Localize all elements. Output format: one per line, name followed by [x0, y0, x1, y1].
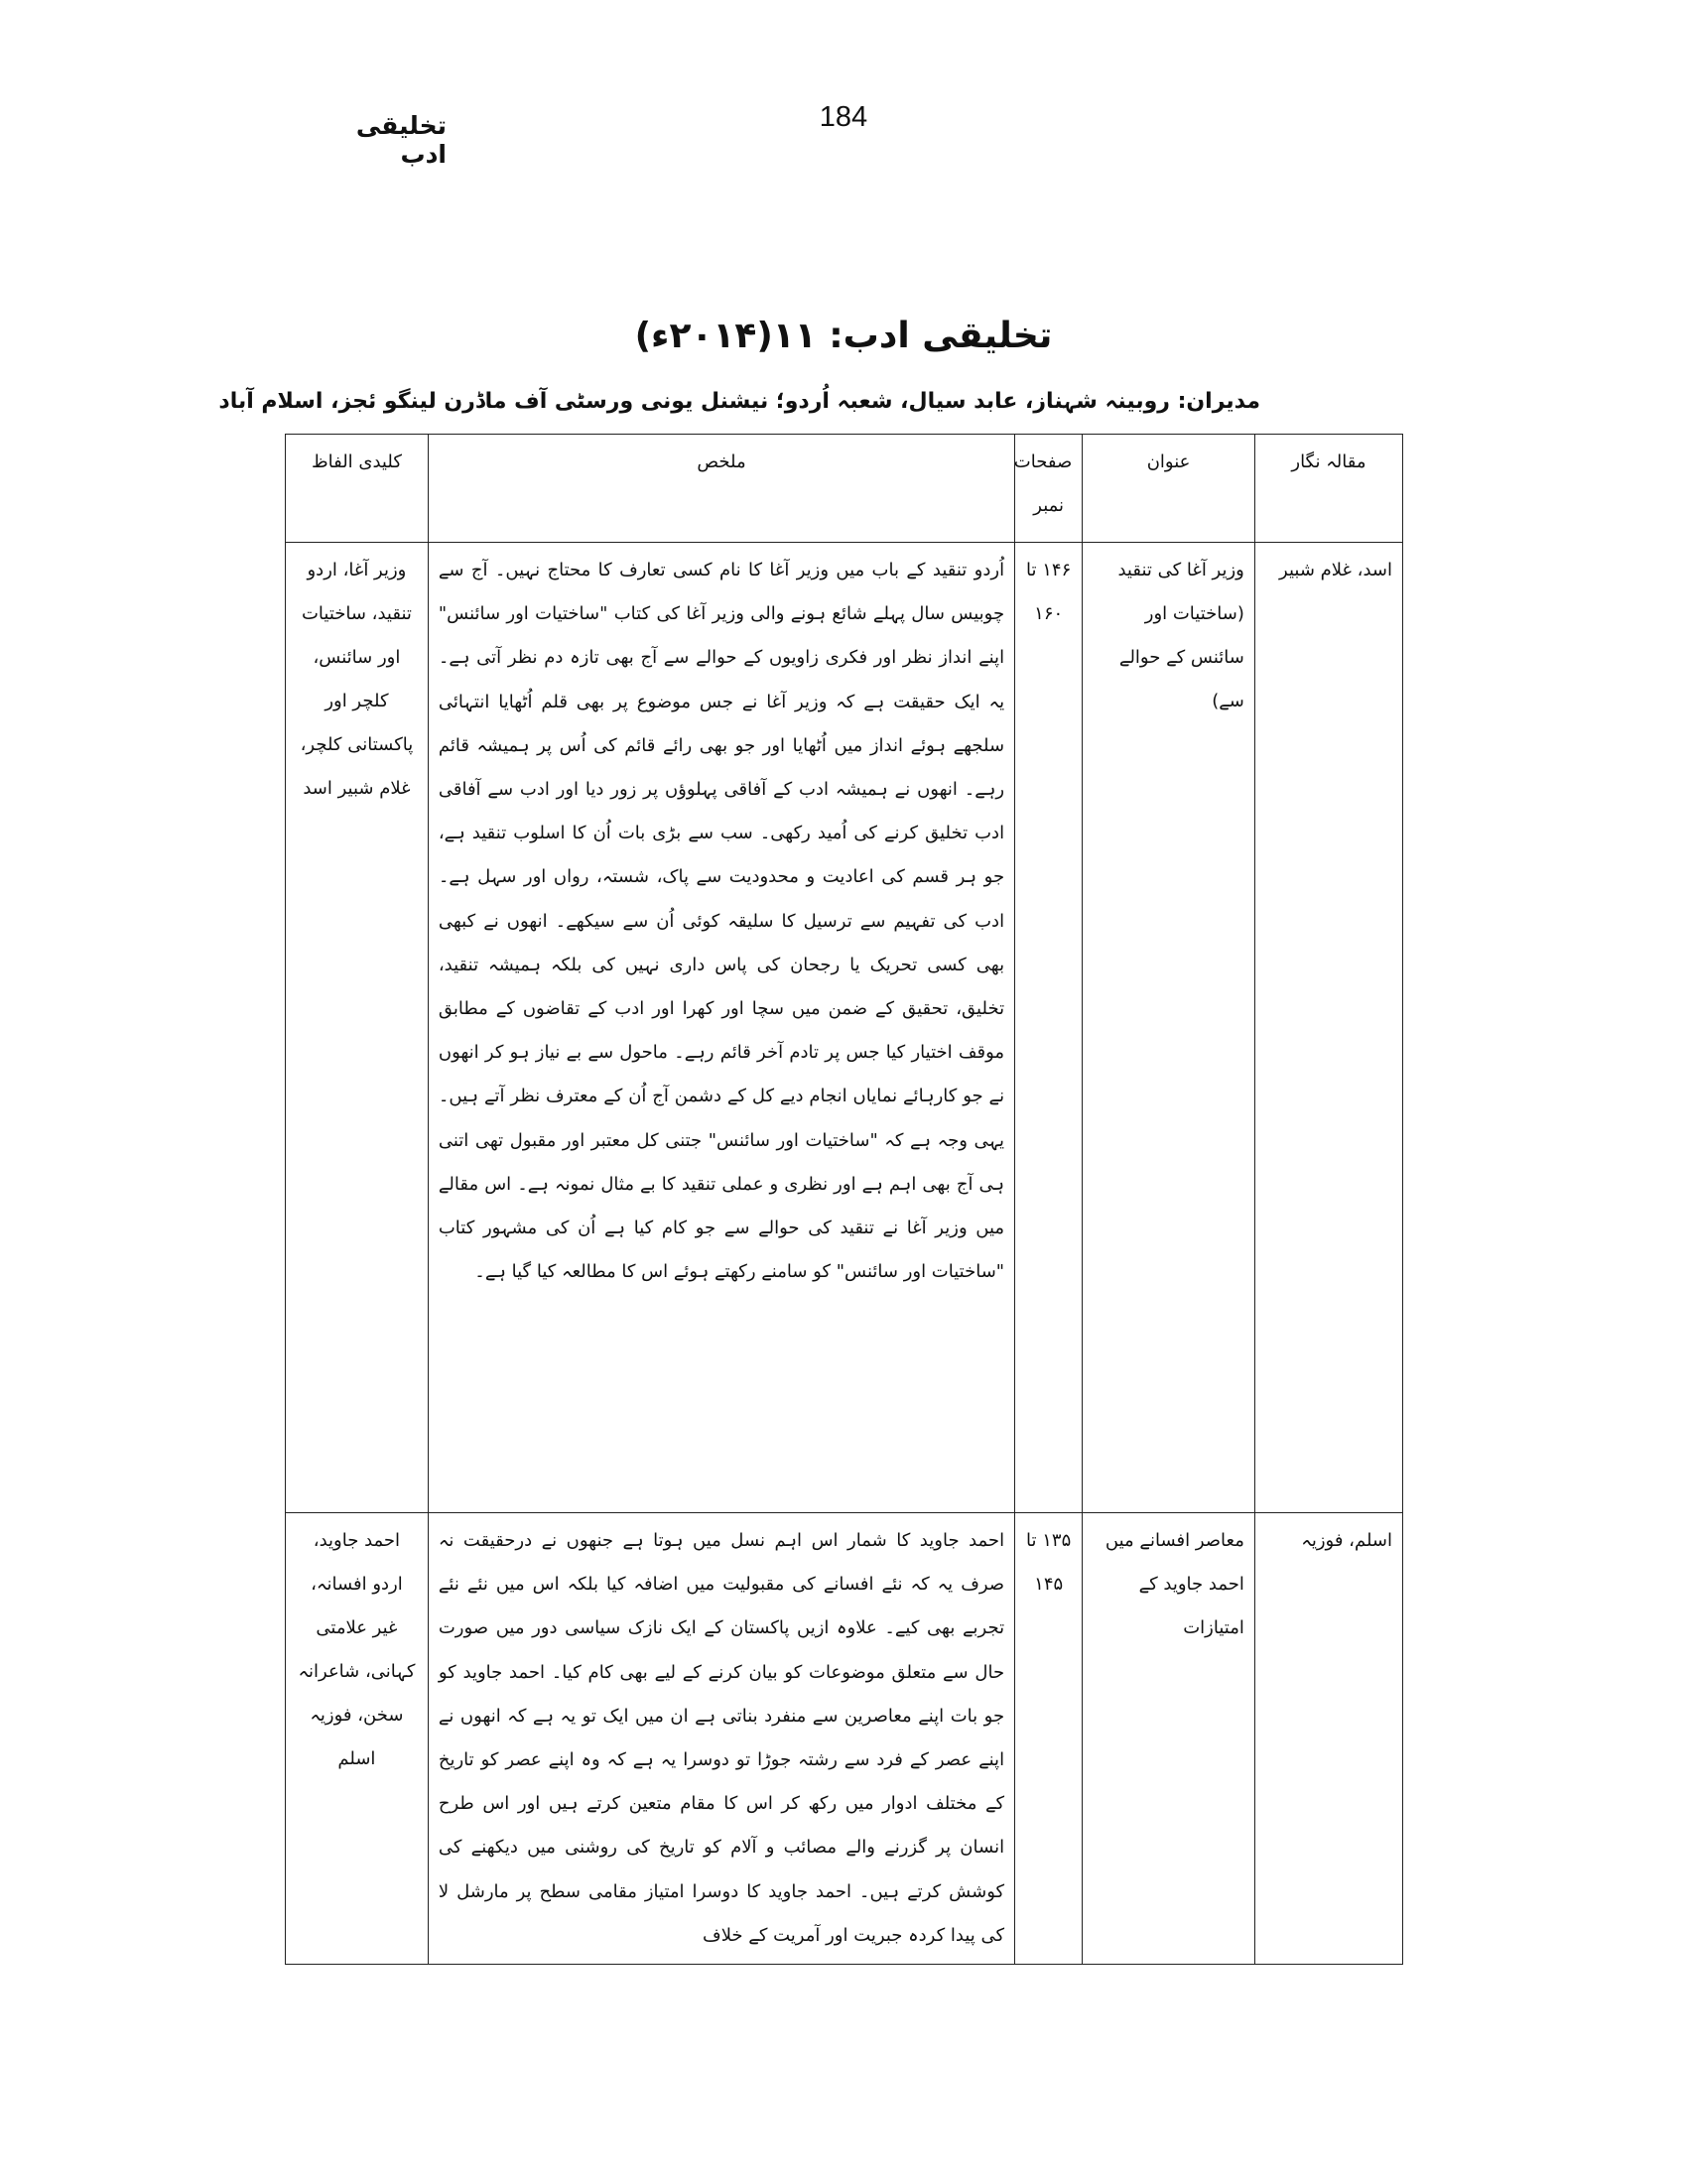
- row-pages: ۱۴۶ تا ۱۶۰: [1015, 543, 1083, 1513]
- table-row: [286, 1513, 1403, 1965]
- row-pages: ۱۳۵ تا ۱۴۵: [1015, 1513, 1083, 1965]
- header-title: عنوان: [1083, 435, 1255, 543]
- header-keywords: کلیدی الفاظ: [286, 435, 429, 543]
- page-number: 184: [819, 101, 868, 133]
- articles-index-table: [285, 434, 1403, 1965]
- editors-line: مدیران: روبینہ شہناز، عابد سیال، شعبہ اُردو؛ نیشنل یونی ورسٹی آف ماڈرن لینگو ئجز، اسلام آباد: [218, 389, 1260, 414]
- row-abstract: احمد جاوید کا شمار اس اہم نسل میں ہوتا ہے جنھوں نے درحقیقت نہ صرف یہ کہ نئے افسانے کی مقبولیت میں اضافہ کیا بلکہ اس میں نئے نئے تجربے بھی کیے۔ علاوہ ازیں پاکستان کے ایک نازک سیاسی دور میں صورت حال سے متعلق موضوعات کو بیان کرنے کے لیے بھی کام کیا۔ احمد جاوید کو جو بات اپنے معاصرین سے منفرد بناتی ہے ان میں ایک تو یہ ہے کہ انھوں نے اپنے عصر کے فرد سے رشتہ جوڑا تو دوسرا یہ ہے کہ وہ اپنے عصر کو تاریخ کے مختلف ادوار میں رکھ کر اس کا مقام متعین کرتے ہیں اور اس طرح انسان پر گزرنے والے مصائب و آلام کو تاریخ کی روشنی میں دیکھنے کی کوشش کرتے ہیں۔ احمد جاوید کا دوسرا امتیاز مقامی سطح پر مارشل لا کی پیدا کردہ جبریت اور آمریت کے خلاف: [428, 1513, 1014, 1965]
- header-pages: صفحات نمبر: [1015, 435, 1083, 543]
- row-keywords: وزیر آغا، اردو تنقید، ساختیات اور سائنس، کلچر اور پاکستانی کلچر، غلام شبیر اسد: [286, 543, 429, 1513]
- table-header-row: [286, 435, 1403, 543]
- row-keywords: احمد جاوید، اردو افسانہ، غیر علامتی کہانی، شاعرانہ سخن، فوزیہ اسلم: [286, 1513, 429, 1965]
- row-abstract: اُردو تنقید کے باب میں وزیر آغا کا نام کسی تعارف کا محتاج نہیں۔ آج سے چوبیس سال پہلے شائع ہونے والی وزیر آغا کی کتاب "ساختیات اور سائنس" اپنے انداز نظر اور فکری زاویوں کے حوالے سے آج بھی تازہ دم نظر آتی ہے۔ یہ ایک حقیقت ہے کہ وزیر آغا نے جس موضوع پر بھی قلم اُٹھایا انتہائی سلجھے ہوئے انداز میں اُٹھایا اور جو بھی رائے قائم کی اُس پر ہمیشہ قائم رہے۔ انھوں نے ہمیشہ ادب کے آفاقی پہلوؤں پر زور دیا اور ادب سے آفاقی ادب تخلیق کرنے کی اُمید رکھی۔ سب سے بڑی بات اُن کا اسلوب تنقید ہے، جو ہر قسم کی اعادیت و محدودیت سے پاک، شستہ، رواں اور سہل ہے۔ ادب کی تفہیم سے ترسیل کا سلیقہ کوئی اُن سے سیکھے۔ انھوں نے کبھی بھی کسی تحریک یا رجحان کی پاس داری نہیں کی بلکہ ہمیشہ تنقید، تخلیق، تحقیق کے ضمن میں سچا اور کھرا اور ادب کے تقاضوں کے مطابق موقف اختیار کیا جس پر تادم آخر قائم رہے۔ ماحول سے بے نیاز ہو کر انھوں نے جو کارہائے نمایاں انجام دیے کل کے دشمن آج اُن کے معترف نظر آتے ہیں۔ یہی وجہ ہے کہ "ساختیات اور سائنس" جتنی کل معتبر اور مقبول تھی اتنی ہی آج بھی اہم ہے اور نظری و عملی تنقید کا بے مثال نمونہ ہے۔ اس مقالے میں وزیر آغا نے تنقید کی حوالے سے جو کام کیا ہے اُن کی مشہور کتاب "ساختیات اور سائنس" کو سامنے رکھتے ہوئے اس کا مطالعہ کیا گیا ہے۔: [428, 543, 1014, 1513]
- row-author: اسلم، فوزیہ: [1254, 1513, 1402, 1965]
- running-header-journal-name: تخلیقی ادب: [355, 111, 447, 169]
- issue-title: تخلیقی ادب: ۱۱(۲۰۱۴ء): [634, 316, 1053, 356]
- row-title: وزیر آغا کی تنقید (ساختیات اور سائنس کے حوالے سے): [1083, 543, 1255, 1513]
- table-row: [286, 543, 1403, 1513]
- header-abstract: ملخص: [428, 435, 1014, 543]
- header-author: مقالہ نگار: [1254, 435, 1402, 543]
- row-title: معاصر افسانے میں احمد جاوید کے امتیازات: [1083, 1513, 1255, 1965]
- row-author: اسد، غلام شبیر: [1254, 543, 1402, 1513]
